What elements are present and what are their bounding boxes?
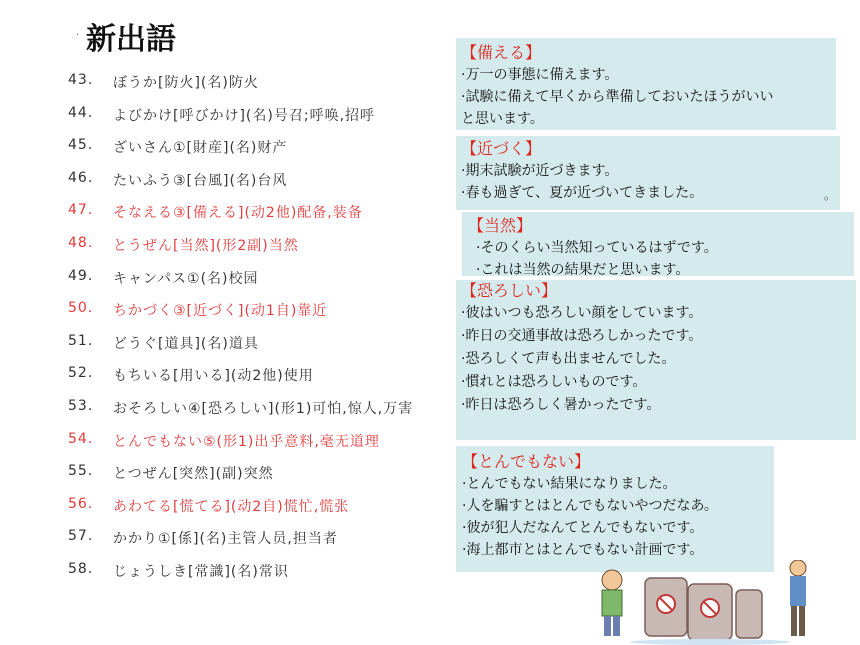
vocab-item [0,170,460,196]
vocab-item [0,202,460,228]
vocab-entry: じょうしき[常識](名)常识 [113,564,289,580]
vocab-entry: おそろしい④[恐ろしい](形1)可怕,惊人,万害 [113,401,414,417]
card-sonaeru [456,38,836,130]
vocab-number: 53. [68,398,94,414]
example-sentence: ·彼はいつも恐ろしい顔をしています。 [461,305,703,321]
example-sentence: ·昨日は恐ろしく暑かったです。 [461,397,661,413]
card-chikazuku [456,136,840,210]
vocab-entry: もちいる[用いる](动2他)使用 [113,368,314,385]
vocab-item [0,137,460,163]
vocab-number: 57. [68,528,94,545]
card-tondemonai [456,446,774,572]
example-sentence: ·とんでもない結果になりました。 [462,476,677,492]
example-sentence: ·人を騙すとはとんでもないやつだなあ。 [462,498,718,514]
example-sentence: と思います。 [461,111,544,127]
vocab-number: 48. [68,235,94,251]
vocab-item [0,431,460,457]
vocab-number: 50. [68,300,94,317]
person-icon [602,570,622,636]
vocab-number: 47. [68,202,94,219]
cartoon-illustration [590,560,820,645]
barrel-icon [688,584,732,640]
card-heading: 【備える】 [461,43,542,62]
card-osoroshii [456,280,856,440]
vocab-item [0,365,460,391]
vocab-number: 44. [68,104,94,121]
person-icon [790,560,806,636]
vocab-number: 58. [68,561,94,577]
vocab-number: 45. [68,137,94,154]
vocab-entry: ざいさん①[財産](名)财产 [113,140,288,157]
page-title: 新出語 [86,22,176,57]
card-touzen [462,212,854,276]
example-sentence: ·慣れとは恐ろしいものです。 [461,374,647,390]
vocab-item [0,300,460,326]
vocab-entry: とんでもない⑤(形1)出乎意料,毫无道理 [113,433,380,450]
vocab-item [0,105,460,131]
vocab-entry: どうぐ[道具](名)道具 [113,335,259,352]
card-heading: 【とんでもない】 [462,452,591,471]
example-sentence: ·春も過ぎて、夏が近づいてきました。 [461,185,704,201]
vocab-item [0,398,460,424]
example-sentence: ·期末試験が近づきます。 [461,163,619,179]
stray-period: 。 [824,188,837,202]
vocab-number: 54. [68,430,94,447]
vocab-item [0,561,460,587]
example-sentence: ·これは当然の結果だと思います。 [476,262,690,276]
vocab-number: 51. [68,332,94,349]
example-sentence: ·そのくらい当然知っているはずです。 [476,240,718,256]
vocab-item [0,268,460,294]
example-sentence: ·万一の事態に備えます。 [461,67,619,83]
vocab-item [0,72,460,98]
vocab-item [0,496,460,522]
vocab-entry: ちかづく③[近づく](动1自)靠近 [113,303,328,320]
example-sentence: ·試験に備えて早くから準備しておいたほうがいい [461,89,774,105]
card-heading: 【近づく】 [461,139,542,158]
barrel-icon [736,590,762,638]
vocab-item [0,463,460,489]
example-sentence: ·海上都市とはとんでもない計画です。 [462,542,704,558]
barrel-icon [645,578,687,636]
vocab-item [0,235,460,261]
vocab-entry: とうぜん[当然](形2副)当然 [113,238,299,254]
vocab-entry: とつぜん[突然](副)突然 [113,466,274,483]
example-sentence: ·昨日の交通事故は恐ろしかったです。 [461,328,703,344]
vocab-item [0,333,460,359]
vocab-number: 43. [68,72,94,88]
vocab-entry: よびかけ[呼びかけ](名)号召;呼唤,招呼 [113,107,376,124]
vocab-item [0,528,460,554]
vocab-entry: キャンパス①(名)校园 [113,270,259,287]
vocab-entry: あわてる[慌てる](动2自)慌忙,慌张 [113,498,350,515]
title-bullet: · [76,30,80,41]
vocab-number: 52. [68,365,94,382]
vocab-entry: たいふう③[台風](名)台风 [113,172,288,189]
vocab-number: 46. [68,169,94,186]
vocab-entry: そなえる③[備える](动2他)配备,装备 [113,205,363,222]
vocab-number: 56. [68,495,94,512]
vocab-number: 49. [68,267,94,284]
vocab-entry: ぼうか[防火](名)防火 [113,75,259,91]
vocab-number: 55. [68,463,94,480]
example-sentence: ·彼が犯人だなんてとんでもないです。 [462,520,704,536]
example-sentence: ·恐ろしくて声も出ませんでした。 [461,351,676,367]
card-heading: 【当然】 [468,216,533,235]
vocab-entry: かかり①[係](名)主管人员,担当者 [113,531,338,548]
card-heading: 【恐ろしい】 [461,281,558,300]
